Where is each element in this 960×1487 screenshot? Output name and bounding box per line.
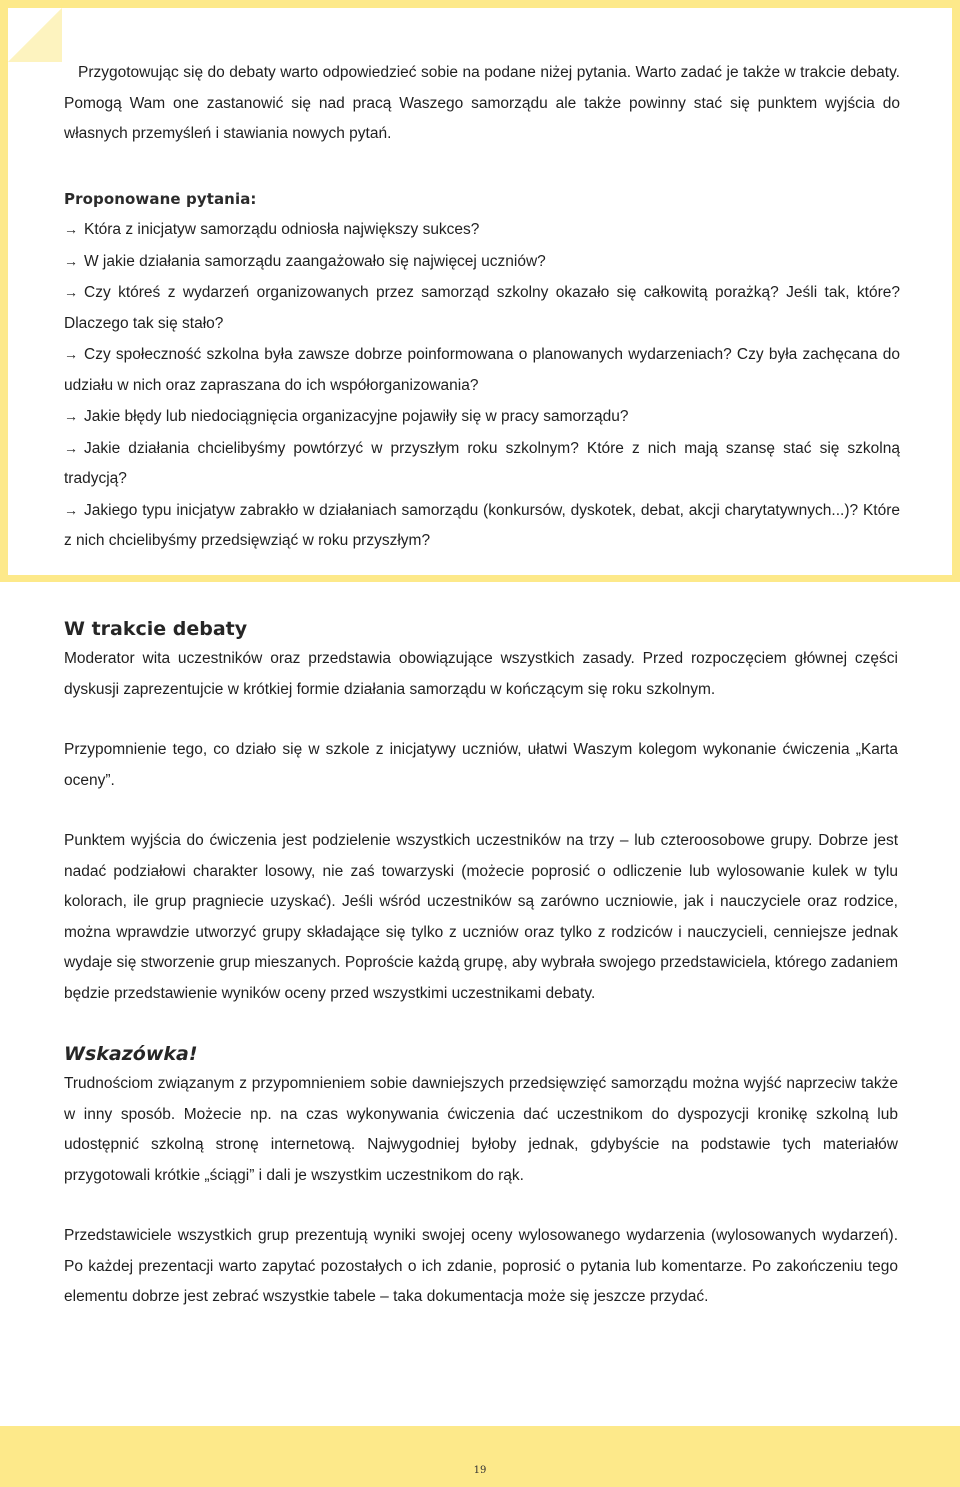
page-number: 19: [473, 1465, 487, 1476]
section-paragraph-3: Punktem wyjścia do ćwiczenia jest podzielenie wszystkich uczestników na trzy – lub czteroosobowe grupy. Dobrze jest nadać podziałowi charakter losowy, nie zaś towarzyski (możecie poprosić o odliczenie lub wylosowanie kulek w tylu kolorach, ile grup pragniecie uzyskać). Jeśli wśród uczestników są zarówno uczniowie, jak i nauczyciele oraz rodzice, można wprawdzie utworzyć grupy składające się tylko z uczniów oraz tylko z rodziców i nauczycieli, cenniejsze jednak wydaje się stworzenie grup mieszanych. Poproście każdą grupę, aby wybrała swojego przedstawiciela, którego zadaniem będzie przedstawienie wyników oceny przed wszystkimi uczestnikami debaty.: [64, 832, 898, 1002]
question-text: Jakie błędy lub niedociągnięcia organizacyjne pojawiły się w pracy samorządu?: [84, 408, 629, 425]
question-text: Czy społeczność szkolna była zawsze dobrze poinformowana o planowanych wydarzeniach? Czy była zachęcana do udziału w nich oraz zapraszana do ich współorganizowania?: [64, 346, 900, 394]
question-text: Czy któreś z wydarzeń organizowanych przez samorząd szkolny okazało się całkowitą porażką? Jeśli tak, które? Dlaczego tak się stało?: [64, 284, 900, 332]
questions-box-content: [64, 58, 900, 557]
arrow-right-icon: →: [64, 346, 78, 362]
arrow-right-icon: →: [64, 439, 78, 456]
question-item: [64, 277, 900, 339]
question-text: Która z inicjatyw samorządu odniosła największy sukces?: [84, 221, 480, 238]
question-item: [64, 246, 900, 278]
section-paragraph-2: Przypomnienie tego, co działo się w szkole z inicjatywy uczniów, ułatwi Waszym kolegom wykonanie ćwiczenia „Karta oceny”.: [64, 741, 898, 789]
question-text: Jakie działania chcielibyśmy powtórzyć w przyszłym roku szkolnym? Które z nich mają szansę stać się szkolną tradycją?: [64, 439, 900, 487]
intro-paragraph: Przygotowując się do debaty warto odpowiedzieć sobie na podane niżej pytania. Warto zadać je także w trakcie debaty. Pomogą Wam one zastanowić się nad pracą Waszego samorządu ale także powinny stać się punktem wyjścia do własnych przemyśleń i stawiania nowych pytań.: [64, 64, 900, 142]
question-text: W jakie działania samorządu zaangażowało się najwięcej uczniów?: [84, 252, 546, 270]
question-item: [64, 433, 900, 495]
arrow-right-icon: →: [64, 284, 78, 300]
footer-band: [0, 1426, 960, 1487]
section-paragraph-1: Moderator wita uczestników oraz przedstawia obowiązujące wszystkich zasady. Przed rozpoczęciem głównej części dyskusji zaprezentujcie w krótkiej formie działania samorządu w kończącym się roku szkolnym.: [64, 650, 898, 698]
tip-paragraph-1: Trudnościom związanym z przypomnieniem sobie dawniejszych przedsięwzięć samorządu można wyjść naprzeciw także w inny sposób. Możecie np. na czas wykonywania ćwiczenia dać uczestnikom do dyspozycji kronikę szkolną lub udostępnić szkolną stronę internetową. Najwygodniej byłoby jednak, gdybyście na podstawie tych materiałów przygotowali krótkie „ściągi” i dali je wszystkim uczestnikom do rąk.: [64, 1075, 898, 1184]
tip-title: Wskazówka!: [64, 1043, 198, 1065]
questions-box-frame: [0, 0, 960, 582]
arrow-right-icon: →: [64, 501, 78, 518]
page-corner-fold-icon: [0, 0, 70, 70]
arrow-right-icon: →: [64, 252, 78, 269]
question-item: [64, 401, 900, 433]
arrow-right-icon: →: [64, 221, 78, 237]
questions-list: [64, 214, 900, 557]
section-title: W trakcie debaty: [64, 618, 248, 640]
questions-heading: Proponowane pytania:: [64, 189, 257, 208]
tip-paragraph-2: Przedstawiciele wszystkich grup prezentują wyniki swojej oceny wylosowanego wydarzenia (wylosowanych wydarzeń). Po każdej prezentacji warto zapytać pozostałych o ich zdanie, poprosić o pytania lub komentarze. Po zakończeniu tego elementu dobrze jest zebrać wszystkie tabele – taka dokumentacja może się jeszcze przydać.: [64, 1227, 898, 1305]
arrow-right-icon: →: [64, 408, 78, 424]
question-item: [64, 339, 900, 401]
question-item: [64, 214, 900, 246]
main-content: [64, 614, 898, 1313]
question-item: [64, 495, 900, 557]
question-text: Jakiego typu inicjatyw zabrakło w działaniach samorządu (konkursów, dyskotek, debat, akcji charytatywnych...)? Które z nich chcielibyśmy przedsięwziąć w roku przyszłym?: [64, 501, 900, 549]
